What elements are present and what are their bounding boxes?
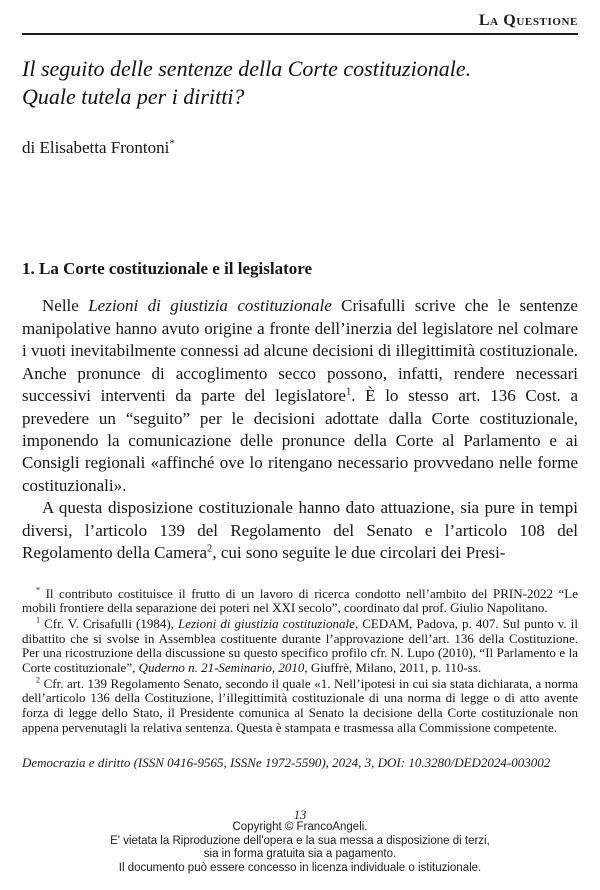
footnotes-block: [22, 587, 578, 736]
footer-line-notice-1: E' vietata la Riproduzione dell'opera e la sua messa a disposizione di terzi,: [110, 834, 490, 847]
journal-citation: Democrazia e diritto (ISSN 0416-9565, ISSNe 1972-5590), 2024, 3, DOI: 10.3280/DED2024-003002: [22, 755, 551, 771]
article-title-line-1: Il seguito delle sentenze della Corte costituzionale.: [22, 56, 472, 81]
running-head: [22, 12, 578, 30]
body-paragraph-1: Nelle Lezioni di giustizia costituzionale Crisafulli scrive che le sentenze manipolative hanno avuto origine a fronte dell’inerzia del legislatore nel colmare i vuoti inevitabilmente connessi ad alcune decisioni di illegittimità costituzionale. Anche pronunce di accoglimento secco possono, infatti, rendere necessari successivi interventi da parte del legislatore$^1$. È lo stesso art. 136 Cost. a prevedere un “seguito” per le decisioni adottate dalla Corte costituzionale, imponendo la comunicazione delle pronunce della Corte al Parlamento e ai Consigli regionali «affinché ove lo ritengano necessario provvedano nelle forme costituzionali».: [22, 296, 578, 495]
author-note-marker: *: [169, 137, 175, 150]
footnote-star: * Il contributo costituisce il frutto di un lavoro di ricerca condotto nell’ambito del PRIN-2022 “Le mobili frontiere della separazione dei poteri nel XXI secolo”, coordinato dal prof. Giulio Napolitano.: [22, 585, 578, 616]
author-name: di Elisabetta Frontoni: [22, 138, 170, 158]
footnote-2: $^2$ Cfr. art. 139 Regolamento Senato, secondo il quale «1. Nell’ipotesi in cui sia stata dichiarata, a norma dell’articolo 136 della Costituzione, l’illegittimità costituzionale di una norma di legge o di atto avente forza di legge dello Stato, il Presidente comunica al Senato la decisione della Corte costituzionale non appena pervenutagli la relativa sentenza. Questa è stampata e trasmessa alla Commissione competente.: [22, 675, 578, 735]
footer-line-notice-2: sia in forma gratuita sia a pagamento.: [203, 848, 397, 861]
article-title: [22, 55, 578, 111]
page-number: 13: [293, 808, 307, 823]
running-head-label: La Questione: [478, 12, 578, 29]
body-paragraph-2: A questa disposizione costituzionale hanno dato attuazione, sia pure in tempi diversi, l’articolo 139 del Regolamento del Senato e l’articolo 108 del Regolamento della Camera$^2$, cui sono seguite le due circolari dei Presi-: [22, 498, 578, 563]
page-footer: [0, 810, 600, 876]
footer-line-notice-3: Il documento può essere concesso in licenza individuale o istituzionale.: [118, 862, 482, 875]
section-heading: 1. La Corte costituzionale e il legislatore: [22, 259, 313, 279]
article-title-line-2: Quale tutela per i diritti?: [22, 84, 245, 110]
author-line: [22, 138, 578, 158]
header-rule: [22, 33, 578, 35]
footnote-1: $^1$ Cfr. V. Crisafulli (1984), Lezioni di giustizia costituzionale, CEDAM, Padova, p. 407. Sul punto v. il dibattito che si svolse in Assemblea costituente durante l’approvazione dell’art. 136 della Costituzione. Per una ricostruzione della discussione su questo specifico profilo cfr. N. Lupo (2010), “Il Parlamento e la Corte costituzionale”, Quderno n. 21-Seminario, 2010, Giuffrè, Milano, 2011, p. 110-ss.: [22, 615, 578, 675]
footer-line-copyright: Copyright © FrancoAngeli.: [232, 820, 368, 833]
